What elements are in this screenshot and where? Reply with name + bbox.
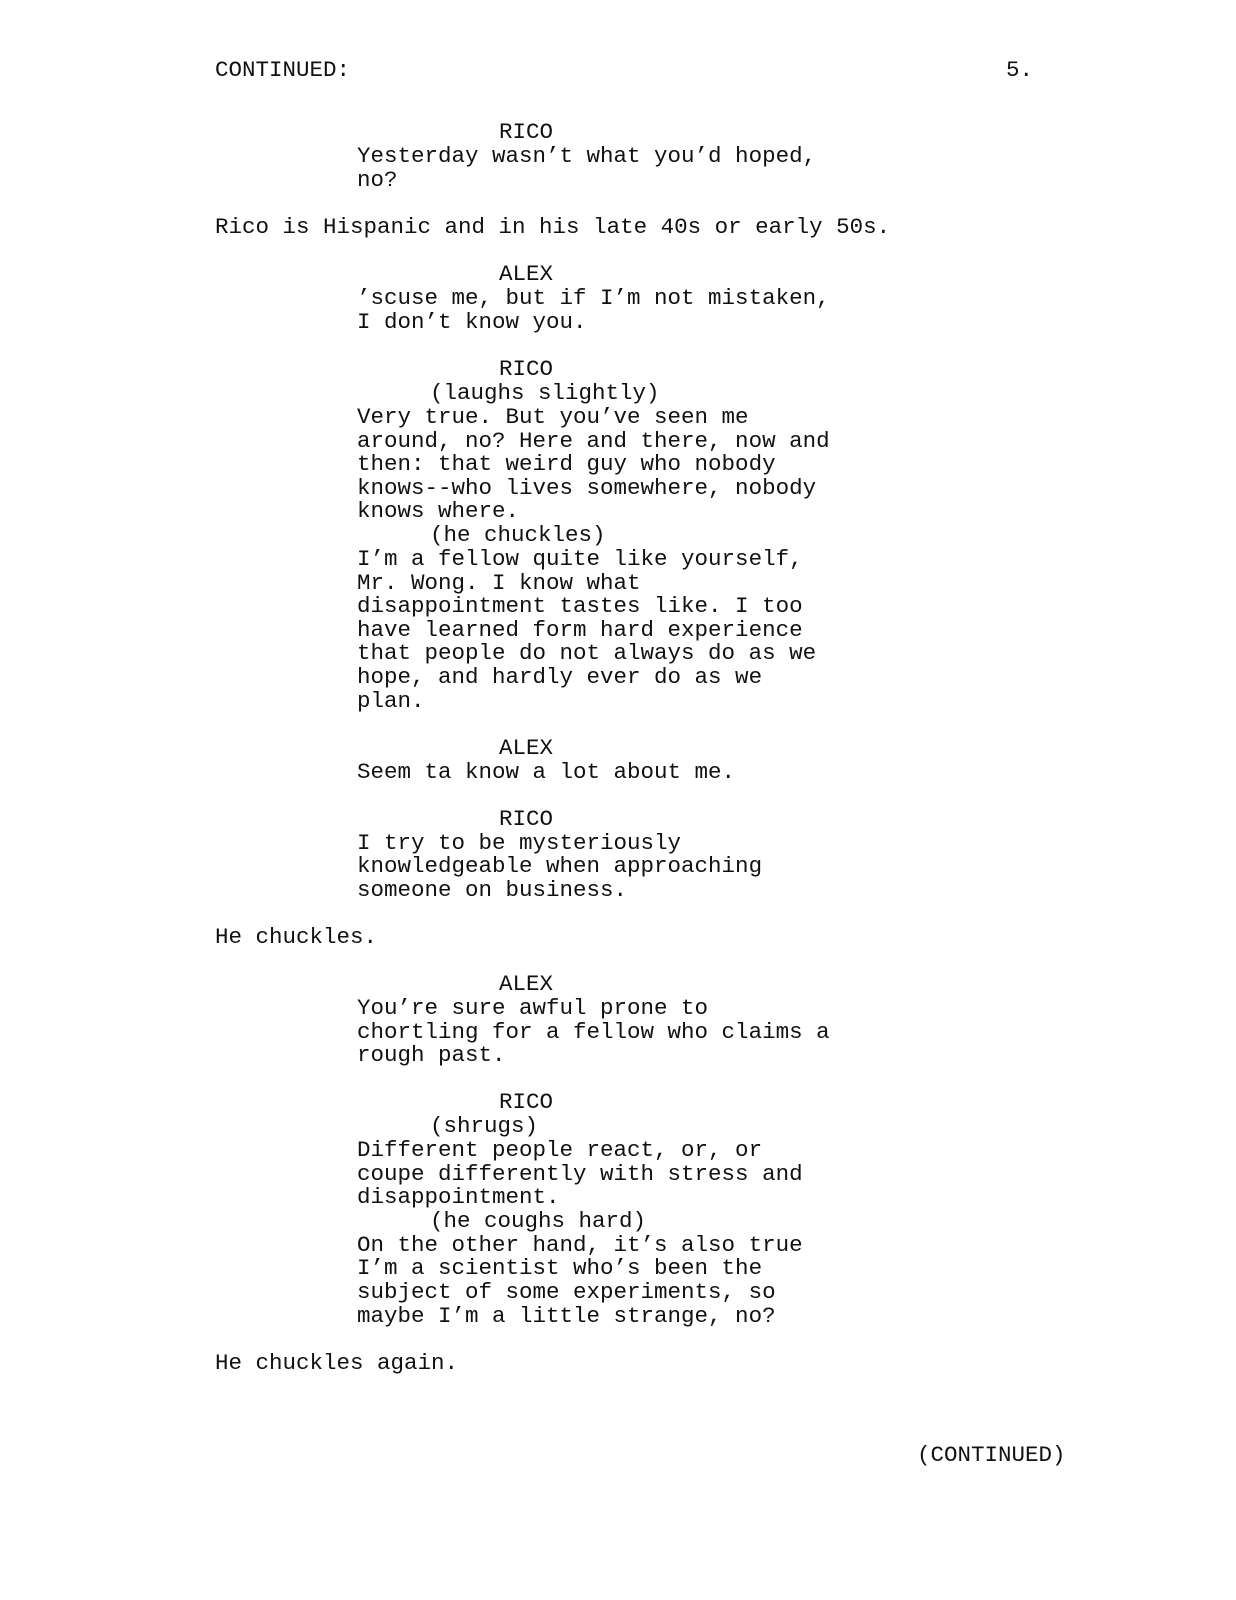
page-number: 5. bbox=[1006, 57, 1034, 83]
dialogue-line: plan. bbox=[357, 688, 425, 714]
dialogue-line: coupe differently with stress and bbox=[357, 1161, 803, 1187]
dialogue-line: maybe I’m a little strange, no? bbox=[357, 1303, 776, 1329]
parenthetical: (he chuckles) bbox=[430, 522, 606, 548]
dialogue-line: no? bbox=[357, 167, 398, 193]
dialogue-line: disappointment. bbox=[357, 1184, 560, 1210]
parenthetical: (he coughs hard) bbox=[430, 1208, 647, 1234]
dialogue-line: rough past. bbox=[357, 1042, 506, 1068]
dialogue-line: Yesterday wasn’t what you’d hoped, bbox=[357, 143, 817, 169]
character-cue: RICO bbox=[499, 119, 554, 145]
character-cue: RICO bbox=[499, 806, 554, 832]
dialogue-line: someone on business. bbox=[357, 877, 628, 903]
dialogue-line: On the other hand, it’s also true bbox=[357, 1232, 803, 1258]
action-line: Rico is Hispanic and in his late 40s or early 50s. bbox=[215, 214, 891, 240]
action-line: He chuckles again. bbox=[215, 1350, 459, 1376]
dialogue-line: subject of some experiments, so bbox=[357, 1279, 776, 1305]
dialogue-line: I’m a fellow quite like yourself, bbox=[357, 546, 803, 572]
parenthetical: (shrugs) bbox=[430, 1113, 539, 1139]
dialogue-line: chortling for a fellow who claims a bbox=[357, 1019, 830, 1045]
dialogue-line: then: that weird guy who nobody bbox=[357, 451, 776, 477]
header-continued: CONTINUED: bbox=[215, 57, 351, 83]
dialogue-line: Very true. But you’ve seen me bbox=[357, 404, 749, 430]
character-cue: ALEX bbox=[499, 261, 554, 287]
action-line: He chuckles. bbox=[215, 924, 378, 950]
dialogue-line: You’re sure awful prone to bbox=[357, 995, 709, 1021]
dialogue-line: Different people react, or, or bbox=[357, 1137, 763, 1163]
parenthetical: (laughs slightly) bbox=[430, 380, 660, 406]
dialogue-line: have learned form hard experience bbox=[357, 617, 803, 643]
footer-continued: (CONTINUED) bbox=[917, 1442, 1066, 1468]
dialogue-line: disappointment tastes like. I too bbox=[357, 593, 803, 619]
character-cue: ALEX bbox=[499, 971, 554, 997]
character-cue: RICO bbox=[499, 1089, 554, 1115]
dialogue-line: I’m a scientist who’s been the bbox=[357, 1255, 763, 1281]
dialogue-line: I don’t know you. bbox=[357, 309, 587, 335]
dialogue-line: knows--who lives somewhere, nobody bbox=[357, 475, 817, 501]
dialogue-line: Mr. Wong. I know what bbox=[357, 570, 641, 596]
dialogue-line: ’scuse me, but if I’m not mistaken, bbox=[357, 285, 830, 311]
dialogue-line: knows where. bbox=[357, 498, 520, 524]
character-cue: RICO bbox=[499, 356, 554, 382]
dialogue-line: around, no? Here and there, now and bbox=[357, 428, 830, 454]
dialogue-line: knowledgeable when approaching bbox=[357, 853, 763, 879]
dialogue-line: I try to be mysteriously bbox=[357, 830, 682, 856]
dialogue-line: that people do not always do as we bbox=[357, 640, 817, 666]
dialogue-line: Seem ta know a lot about me. bbox=[357, 759, 736, 785]
dialogue-line: hope, and hardly ever do as we bbox=[357, 664, 763, 690]
character-cue: ALEX bbox=[499, 735, 554, 761]
